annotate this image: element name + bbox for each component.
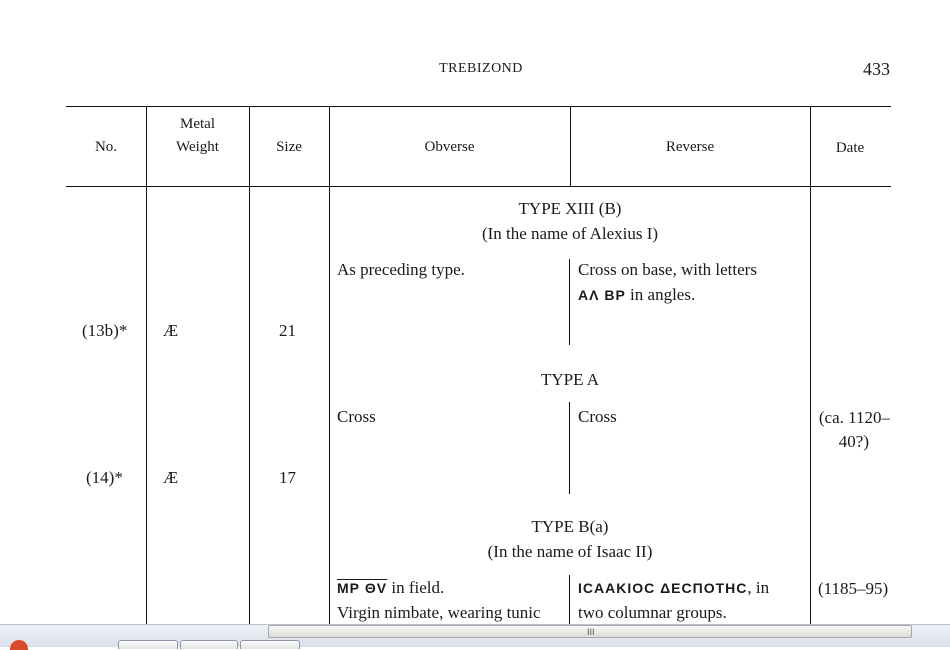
page-number: 433 xyxy=(863,59,890,79)
divider-row-14 xyxy=(569,402,570,494)
reverse-legend-tail: , in xyxy=(747,578,770,597)
reverse-description: Cross on base, with letters xyxy=(578,260,757,279)
reverse-legend: ΙCΑΑΚΙΟC ΔΕCΠΟΤΗC xyxy=(578,580,748,596)
date: (ca. 1120– xyxy=(818,408,890,427)
column-rule-1 xyxy=(146,106,147,624)
reverse-description-line2: two columnar groups. xyxy=(578,603,727,622)
col-header-date: Date xyxy=(835,140,865,156)
table-top-rule xyxy=(66,106,891,107)
column-rule-2 xyxy=(249,106,250,624)
obverse-description-line2: Virgin nimbate, wearing tunic xyxy=(337,603,541,622)
size: 21 xyxy=(279,321,296,340)
divider-row-13b xyxy=(569,259,570,345)
col-header-obverse: Obverse xyxy=(424,139,475,155)
obverse-description: As preceding type. xyxy=(337,260,465,279)
catalog-number: (14)* xyxy=(86,468,123,487)
reverse-description-line2 xyxy=(578,282,695,308)
col-header-metal: Metal xyxy=(180,116,215,132)
obverse-description xyxy=(337,575,444,601)
divider-row-type-b xyxy=(569,575,570,624)
type-subheading: (In the name of Isaac II) xyxy=(487,542,653,561)
col-header-no: No. xyxy=(94,139,118,155)
obverse-sigla-tail: in field. xyxy=(391,578,445,597)
col-header-size: Size xyxy=(276,139,302,155)
date-continued: 40?) xyxy=(838,432,869,451)
reverse-letters: ΑΛ ΒΡ xyxy=(578,287,626,303)
horizontal-scrollbar-thumb[interactable] xyxy=(268,625,912,638)
col-header-weight: Weight xyxy=(176,139,219,155)
type-heading: TYPE A xyxy=(540,370,600,389)
catalog-number: (13b)* xyxy=(82,321,128,340)
size: 17 xyxy=(279,468,296,487)
taskbar-button[interactable] xyxy=(180,640,238,649)
taskbar-button[interactable] xyxy=(118,640,178,649)
obverse-description: Cross xyxy=(337,407,376,426)
taskbar-button[interactable] xyxy=(240,640,300,649)
date: (1185–95) xyxy=(818,579,889,598)
metal: Æ xyxy=(163,468,179,487)
type-subheading: (In the name of Alexius I) xyxy=(481,224,659,243)
type-heading: TYPE XIII (B) xyxy=(518,199,622,218)
reverse-description: Cross xyxy=(578,407,617,426)
reverse-letters-tail: in angles. xyxy=(630,285,696,304)
obverse-sigla: ΜΡ ΘV xyxy=(337,580,388,596)
reverse-description xyxy=(578,575,769,601)
scrollbar-grip-icon: III xyxy=(587,627,595,637)
metal: Æ xyxy=(163,321,179,340)
table-header-rule xyxy=(66,186,891,187)
running-header-title: TREBIZOND xyxy=(439,61,523,76)
col-header-reverse: Reverse xyxy=(665,139,715,155)
type-heading: TYPE B(a) xyxy=(531,517,609,536)
